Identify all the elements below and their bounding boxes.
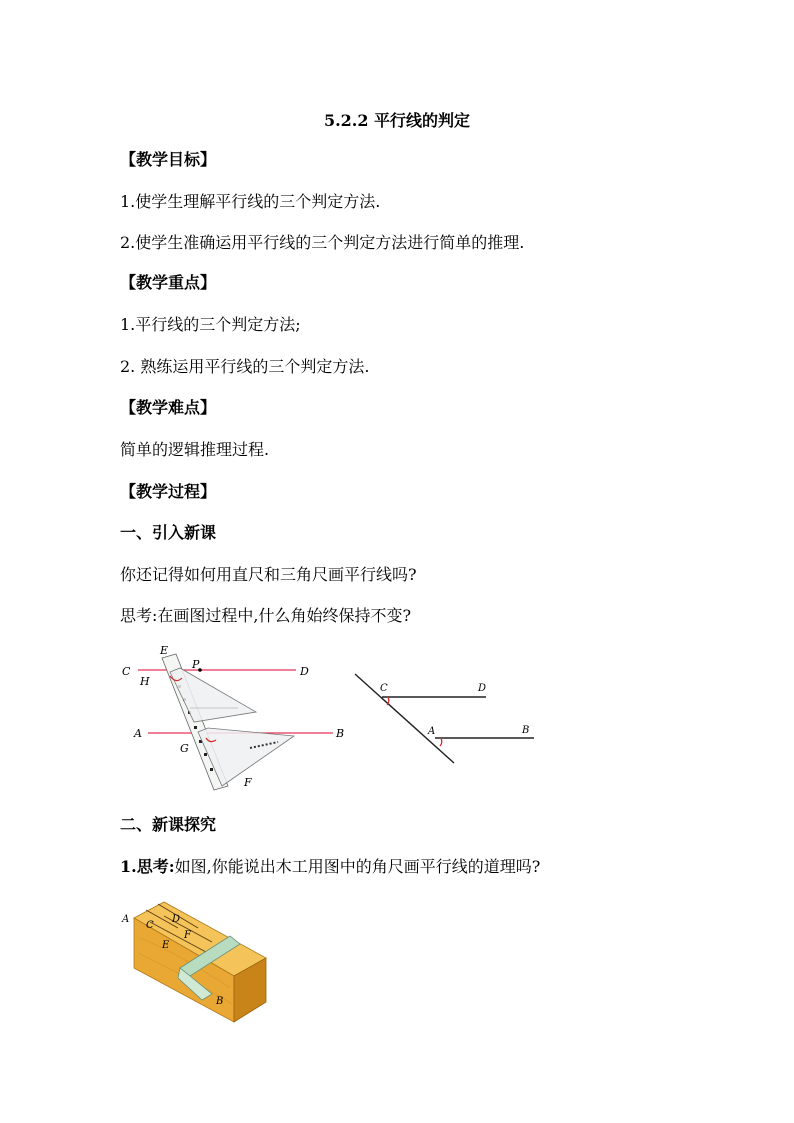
label-a: A — [122, 914, 130, 925]
label-g: G — [180, 742, 189, 755]
part2-heading: 二、新课探究 — [120, 815, 217, 834]
label-b: B — [216, 996, 224, 1007]
label-d: D — [478, 683, 487, 694]
ruler-setsquare-figure — [118, 640, 350, 800]
part2-think — [120, 857, 540, 877]
label-d: D — [300, 665, 309, 678]
part2-think-label: 1.思考: — [120, 857, 175, 876]
label-d: D — [172, 914, 181, 925]
set-square-upper-icon — [170, 668, 256, 722]
difficulty-heading: 【教学难点】 — [120, 398, 217, 417]
label-h: H — [140, 675, 150, 688]
label-b: B — [522, 725, 530, 736]
keypoints-heading: 【教学重点】 — [120, 273, 217, 292]
label-a: A — [428, 726, 436, 737]
label-f: F — [244, 776, 252, 789]
part1-heading: 一、引入新课 — [120, 523, 217, 542]
label-p: P — [192, 658, 200, 671]
process-heading: 【教学过程】 — [120, 482, 217, 501]
carpenter-square-figure — [120, 898, 280, 1024]
objective-1: 1.使学生理解平行线的三个判定方法. — [120, 192, 381, 211]
label-c: C — [380, 683, 388, 694]
angle-mark-c — [387, 697, 389, 705]
keypoint-1: 1.平行线的三个判定方法; — [120, 315, 301, 334]
part2-think-text: 如图,你能说出木工用图中的角尺画平行线的道理吗? — [174, 857, 541, 876]
part1-question-2: 思考:在画图过程中,什么角始终保持不变? — [120, 606, 412, 625]
keypoint-2: 2. 熟练运用平行线的三个判定方法. — [120, 357, 370, 376]
part1-question-1: 你还记得如何用直尺和三角尺画平行线吗? — [120, 565, 417, 584]
label-e: E — [160, 644, 169, 657]
objective-2: 2.使学生准确运用平行线的三个判定方法进行简单的推理. — [120, 233, 525, 252]
label-e: E — [162, 940, 170, 951]
label-a: A — [134, 727, 142, 740]
difficulty-1: 简单的逻辑推理过程. — [120, 440, 270, 459]
transversal-line — [355, 674, 454, 763]
label-c: C — [146, 920, 154, 931]
label-c: C — [122, 665, 131, 678]
corresponding-angles-figure — [350, 668, 540, 768]
label-f: F — [184, 930, 191, 941]
angle-mark-a — [440, 738, 442, 746]
objectives-heading: 【教学目标】 — [120, 150, 217, 169]
label-b: B — [336, 727, 345, 740]
page-title: 5.2.2 平行线的判定 — [323, 111, 471, 130]
